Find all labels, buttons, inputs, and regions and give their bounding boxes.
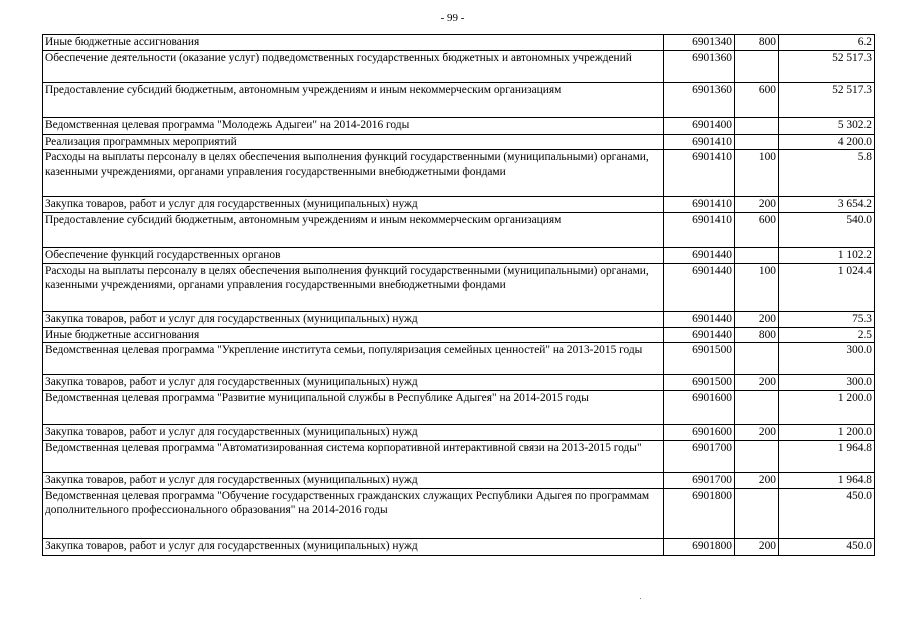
row-amount: 6.2 [779, 35, 875, 51]
table-row [43, 197, 875, 213]
row-name: Закупка товаров, работ и услуг для государственных (муниципальных) нужд [43, 311, 664, 327]
row-name: Ведомственная целевая программа "Молодежь Адыгеи" на 2014-2016 годы [43, 117, 664, 134]
row-code: 6901340 [664, 35, 735, 51]
row-amount: 5 302.2 [779, 117, 875, 134]
row-name: Закупка товаров, работ и услуг для государственных (муниципальных) нужд [43, 197, 664, 213]
row-kind [735, 343, 779, 375]
row-amount: 1 964.8 [779, 473, 875, 489]
row-code: 6901700 [664, 441, 735, 473]
row-kind: 200 [735, 425, 779, 441]
row-code: 6901700 [664, 473, 735, 489]
table-row [43, 538, 875, 555]
row-kind: 100 [735, 150, 779, 197]
row-kind [735, 50, 779, 82]
row-code: 6901360 [664, 82, 735, 117]
row-name: Ведомственная целевая программа "Укрепление института семьи, популяризация семейных ценностей" на 2013-2015 годы [43, 343, 664, 375]
table-row [43, 134, 875, 150]
row-code: 6901600 [664, 391, 735, 425]
table-row [43, 82, 875, 117]
row-code: 6901440 [664, 311, 735, 327]
row-name: Предоставление субсидий бюджетным, автономным учреждениям и иным некоммерческим организациям [43, 82, 664, 117]
row-code: 6901440 [664, 327, 735, 343]
row-amount: 52 517.3 [779, 50, 875, 82]
table-row [43, 343, 875, 375]
table-row [43, 35, 875, 51]
row-amount: 3 654.2 [779, 197, 875, 213]
table-row [43, 488, 875, 538]
row-kind [735, 117, 779, 134]
scan-speck [640, 598, 641, 599]
row-code: 6901500 [664, 343, 735, 375]
row-amount: 1 200.0 [779, 425, 875, 441]
row-kind [735, 441, 779, 473]
row-name: Закупка товаров, работ и услуг для государственных (муниципальных) нужд [43, 375, 664, 391]
row-name: Ведомственная целевая программа "Обучение государственных гражданских служащих Республики Адыгея по программам дополнительного профессионального образования" на 2014-2016 годы [43, 488, 664, 538]
row-amount: 540.0 [779, 213, 875, 248]
row-amount: 1 024.4 [779, 263, 875, 311]
row-code: 6901440 [664, 248, 735, 264]
table-row [43, 441, 875, 473]
row-kind: 600 [735, 213, 779, 248]
row-name: Иные бюджетные ассигнования [43, 35, 664, 51]
row-amount: 1 200.0 [779, 391, 875, 425]
row-kind [735, 391, 779, 425]
row-amount: 300.0 [779, 343, 875, 375]
table-row [43, 150, 875, 197]
row-name: Обеспечение деятельности (оказание услуг) подведомственных государственных бюджетных и автономных учреждений [43, 50, 664, 82]
row-name: Расходы на выплаты персоналу в целях обеспечения выполнения функций государственными (муниципальными) органами, казенными учреждениями, органами управления государственными внебюджетными фондами [43, 263, 664, 311]
row-kind: 200 [735, 538, 779, 555]
budget-table [42, 34, 875, 556]
row-amount: 5.8 [779, 150, 875, 197]
row-code: 6901600 [664, 425, 735, 441]
table-row [43, 263, 875, 311]
row-code: 6901410 [664, 150, 735, 197]
row-amount: 450.0 [779, 488, 875, 538]
row-code: 6901440 [664, 263, 735, 311]
budget-table-body [43, 35, 875, 556]
row-name: Ведомственная целевая программа "Автоматизированная система корпоративной интерактивной связи на 2013-2015 годы" [43, 441, 664, 473]
row-kind: 200 [735, 197, 779, 213]
table-row [43, 248, 875, 264]
row-name: Ведомственная целевая программа "Развитие муниципальной службы в Республике Адыгея" на 2014-2015 годы [43, 391, 664, 425]
row-kind [735, 488, 779, 538]
table-row [43, 213, 875, 248]
row-amount: 75.3 [779, 311, 875, 327]
table-row [43, 311, 875, 327]
row-name: Закупка товаров, работ и услуг для государственных (муниципальных) нужд [43, 473, 664, 489]
row-code: 6901400 [664, 117, 735, 134]
row-name: Предоставление субсидий бюджетным, автономным учреждениям и иным некоммерческим организациям [43, 213, 664, 248]
row-name: Закупка товаров, работ и услуг для государственных (муниципальных) нужд [43, 538, 664, 555]
page-number: - 99 - [440, 12, 465, 24]
table-row [43, 375, 875, 391]
row-kind: 100 [735, 263, 779, 311]
row-kind: 800 [735, 327, 779, 343]
row-code: 6901410 [664, 197, 735, 213]
table-row [43, 327, 875, 343]
table-row [43, 391, 875, 425]
row-name: Закупка товаров, работ и услуг для государственных (муниципальных) нужд [43, 425, 664, 441]
row-kind [735, 248, 779, 264]
row-amount: 1 102.2 [779, 248, 875, 264]
row-name: Иные бюджетные ассигнования [43, 327, 664, 343]
row-code: 6901360 [664, 50, 735, 82]
row-amount: 450.0 [779, 538, 875, 555]
row-amount: 300.0 [779, 375, 875, 391]
row-code: 6901800 [664, 488, 735, 538]
row-kind: 200 [735, 473, 779, 489]
row-amount: 52 517.3 [779, 82, 875, 117]
row-amount: 1 964.8 [779, 441, 875, 473]
row-kind: 200 [735, 311, 779, 327]
row-amount: 2.5 [779, 327, 875, 343]
table-row [43, 425, 875, 441]
row-code: 6901410 [664, 213, 735, 248]
row-kind: 200 [735, 375, 779, 391]
row-code: 6901410 [664, 134, 735, 150]
row-code: 6901800 [664, 538, 735, 555]
row-kind: 600 [735, 82, 779, 117]
row-name: Обеспечение функций государственных органов [43, 248, 664, 264]
row-code: 6901500 [664, 375, 735, 391]
row-kind [735, 134, 779, 150]
row-name: Реализация программных мероприятий [43, 134, 664, 150]
table-row [43, 473, 875, 489]
row-kind: 800 [735, 35, 779, 51]
row-amount: 4 200.0 [779, 134, 875, 150]
table-row [43, 50, 875, 82]
row-name: Расходы на выплаты персоналу в целях обеспечения выполнения функций государственными (муниципальными) органами, казенными учреждениями, органами управления государственными внебюджетными фондами [43, 150, 664, 197]
table-row [43, 117, 875, 134]
